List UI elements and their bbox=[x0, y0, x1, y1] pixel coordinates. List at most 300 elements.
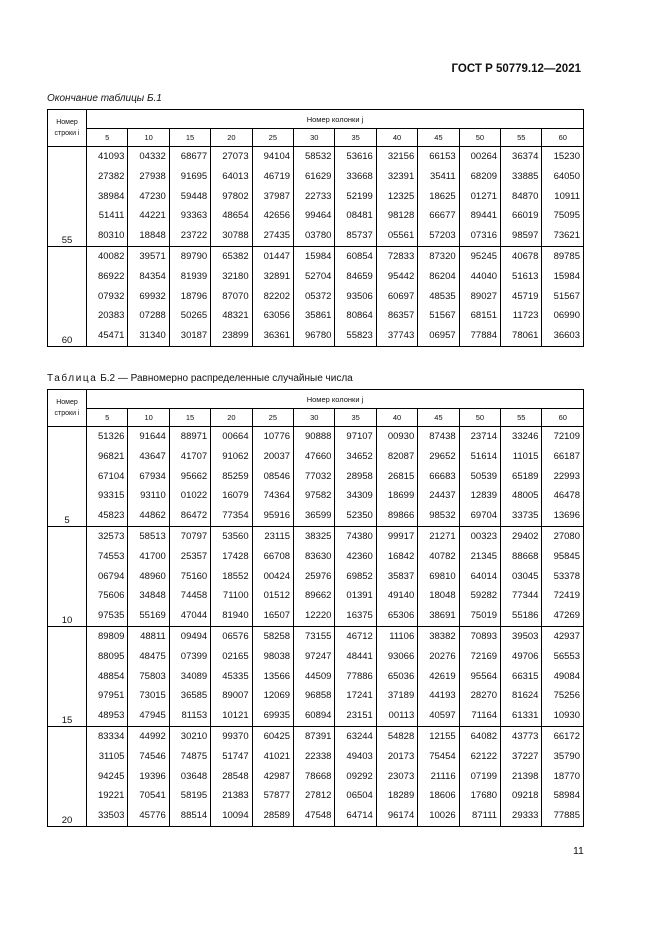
random-number: 38984 bbox=[97, 190, 125, 202]
random-number: 10911 bbox=[554, 190, 580, 202]
random-number: 10094 bbox=[222, 810, 249, 822]
random-number: 65306 bbox=[387, 610, 415, 622]
random-number: 10776 bbox=[263, 431, 291, 442]
column-number: 35 bbox=[335, 409, 376, 427]
column-number-header: Номер колонки j bbox=[87, 390, 584, 409]
random-number: 93506 bbox=[346, 290, 373, 302]
random-number: 66172 bbox=[553, 730, 580, 742]
random-number: 00323 bbox=[470, 530, 498, 542]
random-number: 23899 bbox=[222, 330, 249, 342]
random-number: 39503 bbox=[512, 630, 539, 642]
column-number: 40 bbox=[376, 129, 417, 147]
random-number: 80310 bbox=[97, 230, 125, 242]
random-number: 81624 bbox=[512, 690, 539, 702]
column-number: 40 bbox=[376, 409, 417, 427]
random-number: 51567 bbox=[553, 290, 580, 302]
random-number: 55186 bbox=[512, 610, 539, 622]
random-number: 89662 bbox=[305, 590, 332, 602]
random-number: 64082 bbox=[470, 730, 498, 742]
random-number: 53616 bbox=[346, 151, 373, 162]
column-number: 60 bbox=[542, 409, 584, 427]
random-number: 75160 bbox=[180, 570, 208, 582]
random-number: 93315 bbox=[97, 490, 125, 502]
random-number: 75454 bbox=[429, 750, 456, 762]
random-number: 98128 bbox=[387, 210, 415, 222]
random-number: 45719 bbox=[512, 290, 539, 302]
random-number: 99370 bbox=[222, 730, 249, 742]
random-number: 18699 bbox=[387, 490, 415, 502]
random-number: 41021 bbox=[263, 750, 291, 762]
random-number: 96174 bbox=[387, 810, 415, 822]
random-number: 91062 bbox=[222, 450, 249, 462]
random-number: 21116 bbox=[430, 770, 456, 782]
random-number: 81939 bbox=[180, 270, 208, 282]
value-column-cell bbox=[376, 626, 417, 726]
random-number: 61331 bbox=[512, 710, 539, 722]
random-number: 03780 bbox=[305, 230, 332, 242]
value-column-cell bbox=[542, 726, 584, 826]
random-number: 63244 bbox=[346, 730, 373, 742]
random-number: 34309 bbox=[346, 490, 373, 502]
random-number: 86357 bbox=[387, 310, 415, 322]
random-number: 03648 bbox=[180, 770, 208, 782]
random-number: 17428 bbox=[222, 550, 249, 562]
row-number-header-line: строки i bbox=[54, 410, 80, 417]
random-number: 32573 bbox=[97, 530, 125, 542]
random-number: 20276 bbox=[429, 650, 456, 662]
random-number: 47044 bbox=[180, 610, 208, 622]
random-number: 48535 bbox=[429, 290, 456, 302]
random-number: 16507 bbox=[263, 610, 291, 622]
random-number: 06576 bbox=[222, 630, 249, 642]
value-column-cell bbox=[87, 147, 128, 247]
random-number: 87391 bbox=[305, 730, 332, 742]
random-number: 87320 bbox=[429, 250, 456, 262]
random-number: 32891 bbox=[263, 270, 291, 282]
random-number: 23115 bbox=[264, 530, 291, 542]
random-number: 21271 bbox=[429, 530, 456, 542]
random-number: 23714 bbox=[470, 431, 498, 442]
random-number: 07288 bbox=[139, 310, 166, 322]
random-number: 30788 bbox=[222, 230, 249, 242]
random-number: 23073 bbox=[387, 770, 415, 782]
random-number: 44862 bbox=[139, 510, 166, 522]
random-number: 32391 bbox=[387, 170, 415, 182]
random-number: 00113 bbox=[388, 710, 415, 722]
value-column-cell bbox=[87, 726, 128, 826]
random-number: 51747 bbox=[222, 750, 249, 762]
value-column-cell bbox=[211, 147, 252, 247]
random-number: 42360 bbox=[346, 550, 373, 562]
random-number: 72109 bbox=[553, 431, 580, 442]
column-numbers-row bbox=[48, 129, 584, 147]
value-column-cell bbox=[459, 147, 500, 247]
random-number: 66019 bbox=[512, 210, 539, 222]
random-number: 48854 bbox=[97, 670, 125, 682]
random-number: 34848 bbox=[139, 590, 166, 602]
value-column-cell bbox=[418, 626, 459, 726]
random-number: 48321 bbox=[222, 310, 249, 322]
column-number: 60 bbox=[542, 129, 584, 147]
random-number: 99464 bbox=[305, 210, 332, 222]
standard-designation: ГОСТ Р 50779.12—2021 bbox=[451, 63, 581, 75]
random-number: 18625 bbox=[429, 190, 456, 202]
random-number: 89809 bbox=[97, 630, 125, 642]
random-number: 28958 bbox=[346, 470, 373, 482]
random-number: 10026 bbox=[429, 810, 456, 822]
value-column-cell bbox=[252, 246, 293, 346]
random-number: 74458 bbox=[180, 590, 208, 602]
random-number: 26815 bbox=[387, 470, 415, 482]
random-number: 81153 bbox=[181, 710, 208, 722]
random-number: 89027 bbox=[470, 290, 498, 302]
value-column-cell bbox=[211, 427, 252, 527]
random-number: 97951 bbox=[97, 690, 125, 702]
column-number: 45 bbox=[418, 129, 459, 147]
random-number: 34089 bbox=[180, 670, 208, 682]
random-number: 73155 bbox=[305, 630, 332, 642]
random-number: 40782 bbox=[429, 550, 456, 562]
random-number: 48005 bbox=[512, 490, 539, 502]
random-number: 21398 bbox=[512, 770, 539, 782]
random-number: 58513 bbox=[139, 530, 166, 542]
row-group bbox=[48, 726, 584, 826]
random-number: 11723 bbox=[512, 310, 539, 322]
column-number: 25 bbox=[252, 129, 293, 147]
random-number: 52704 bbox=[305, 270, 332, 282]
random-number: 40678 bbox=[512, 250, 539, 262]
column-number: 15 bbox=[169, 409, 210, 427]
random-number: 60894 bbox=[305, 710, 332, 722]
random-number: 58984 bbox=[553, 790, 580, 802]
random-number: 73015 bbox=[139, 690, 166, 702]
value-column-cell bbox=[128, 626, 169, 726]
random-number: 49140 bbox=[387, 590, 415, 602]
random-number: 22733 bbox=[305, 190, 332, 202]
random-number: 40082 bbox=[97, 250, 125, 262]
random-number: 15984 bbox=[553, 270, 580, 282]
random-number: 51411 bbox=[98, 210, 125, 222]
random-number: 28589 bbox=[263, 810, 291, 822]
random-number: 31105 bbox=[98, 750, 125, 762]
random-number: 72833 bbox=[387, 250, 415, 262]
random-number: 59282 bbox=[470, 590, 498, 602]
row-group-label: 60 bbox=[48, 246, 87, 346]
column-number: 25 bbox=[252, 409, 293, 427]
random-number: 33503 bbox=[97, 810, 125, 822]
random-number: 05561 bbox=[387, 230, 415, 242]
random-number: 85737 bbox=[346, 230, 373, 242]
column-number: 10 bbox=[128, 129, 169, 147]
value-column-cell bbox=[418, 726, 459, 826]
random-number: 95845 bbox=[553, 550, 580, 562]
value-column-cell bbox=[294, 626, 335, 726]
random-number: 66187 bbox=[553, 450, 580, 462]
random-number: 13566 bbox=[263, 670, 291, 682]
random-number: 97107 bbox=[346, 431, 373, 442]
random-number: 74546 bbox=[139, 750, 166, 762]
random-number: 65036 bbox=[387, 670, 415, 682]
random-number: 47660 bbox=[305, 450, 332, 462]
value-column-cell bbox=[294, 726, 335, 826]
random-number: 48953 bbox=[97, 710, 125, 722]
random-number: 97247 bbox=[305, 650, 332, 662]
random-number: 38325 bbox=[305, 530, 332, 542]
random-number: 87070 bbox=[222, 290, 249, 302]
random-number: 16079 bbox=[222, 490, 249, 502]
random-number: 31340 bbox=[139, 330, 166, 342]
value-column-cell bbox=[252, 526, 293, 626]
random-number: 77344 bbox=[512, 590, 539, 602]
random-number: 38382 bbox=[429, 630, 456, 642]
random-number: 27073 bbox=[222, 151, 249, 162]
random-number: 28548 bbox=[222, 770, 249, 782]
random-number: 02165 bbox=[222, 650, 249, 662]
random-number: 18848 bbox=[139, 230, 166, 242]
random-number: 10121 bbox=[222, 710, 249, 722]
random-number: 40597 bbox=[429, 710, 456, 722]
random-number: 28270 bbox=[470, 690, 498, 702]
random-number: 22993 bbox=[553, 470, 580, 482]
random-number: 01447 bbox=[263, 250, 291, 262]
random-number: 48811 bbox=[140, 630, 166, 642]
random-number: 09292 bbox=[346, 770, 373, 782]
random-number: 47548 bbox=[305, 810, 332, 822]
random-number: 05372 bbox=[305, 290, 332, 302]
random-number: 69935 bbox=[263, 710, 291, 722]
random-number: 51613 bbox=[512, 270, 539, 282]
random-number: 74380 bbox=[346, 530, 373, 542]
random-number: 45776 bbox=[139, 810, 166, 822]
random-number: 15984 bbox=[305, 250, 332, 262]
random-number: 95916 bbox=[263, 510, 291, 522]
random-number: 41093 bbox=[97, 151, 125, 162]
column-number: 10 bbox=[128, 409, 169, 427]
random-number: 01512 bbox=[263, 590, 291, 602]
random-number: 74364 bbox=[263, 490, 291, 502]
value-column-cell bbox=[459, 427, 500, 527]
random-number: 42656 bbox=[263, 210, 291, 222]
table-b2-caption-text: Б.2 — Равномерно распределенные случайные числа bbox=[97, 373, 353, 384]
value-column-cell bbox=[501, 147, 542, 247]
random-number: 94245 bbox=[97, 770, 125, 782]
random-number: 35411 bbox=[429, 170, 456, 182]
value-column-cell bbox=[459, 626, 500, 726]
random-number: 25976 bbox=[305, 570, 332, 582]
page-number: 11 bbox=[573, 845, 584, 857]
random-number: 50539 bbox=[470, 470, 498, 482]
random-number: 27812 bbox=[305, 790, 332, 802]
random-number: 51567 bbox=[429, 310, 456, 322]
random-number: 64013 bbox=[222, 170, 249, 182]
random-number: 73621 bbox=[553, 230, 580, 242]
random-number: 54828 bbox=[387, 730, 415, 742]
random-number: 15230 bbox=[553, 151, 580, 162]
random-number: 44509 bbox=[305, 670, 332, 682]
value-column-cell bbox=[542, 246, 584, 346]
random-number: 30187 bbox=[180, 330, 208, 342]
column-number: 30 bbox=[294, 409, 335, 427]
value-column-cell bbox=[542, 427, 584, 527]
random-number: 36374 bbox=[512, 151, 539, 162]
random-number: 12220 bbox=[305, 610, 332, 622]
random-number: 68151 bbox=[470, 310, 498, 322]
column-number: 55 bbox=[501, 409, 542, 427]
random-number: 00930 bbox=[387, 431, 415, 442]
random-number: 06957 bbox=[429, 330, 456, 342]
table-b1-caption: Окончание таблицы Б.1 bbox=[47, 93, 162, 104]
column-number: 50 bbox=[459, 129, 500, 147]
random-number: 36585 bbox=[180, 690, 208, 702]
random-number: 75019 bbox=[470, 610, 498, 622]
random-number: 49706 bbox=[512, 650, 539, 662]
column-number-header: Номер колонки j bbox=[87, 110, 584, 129]
random-number: 35861 bbox=[305, 310, 332, 322]
random-number: 86204 bbox=[429, 270, 456, 282]
random-number: 90888 bbox=[305, 431, 332, 442]
random-number: 19221 bbox=[97, 790, 125, 802]
value-column-cell bbox=[252, 726, 293, 826]
random-number: 75803 bbox=[139, 670, 166, 682]
random-number: 96821 bbox=[97, 450, 125, 462]
random-number: 44040 bbox=[470, 270, 498, 282]
row-group-label: 55 bbox=[48, 147, 87, 247]
random-number: 01391 bbox=[346, 590, 373, 602]
row-number-header-line: Номер bbox=[56, 399, 78, 406]
value-column-cell bbox=[459, 526, 500, 626]
random-number: 38691 bbox=[429, 610, 456, 622]
random-number: 68209 bbox=[470, 170, 498, 182]
random-number: 52199 bbox=[346, 190, 373, 202]
row-number-header bbox=[48, 110, 87, 147]
random-number: 65189 bbox=[512, 470, 539, 482]
random-number: 27382 bbox=[97, 170, 125, 182]
random-number: 60425 bbox=[263, 730, 291, 742]
random-number: 48475 bbox=[139, 650, 166, 662]
random-number: 36599 bbox=[305, 510, 332, 522]
random-number: 75095 bbox=[553, 210, 580, 222]
random-number: 55169 bbox=[139, 610, 166, 622]
random-number: 74875 bbox=[180, 750, 208, 762]
random-number: 12069 bbox=[263, 690, 291, 702]
random-number: 24437 bbox=[429, 490, 456, 502]
random-number: 27938 bbox=[139, 170, 166, 182]
random-number: 22338 bbox=[305, 750, 332, 762]
value-column-cell bbox=[294, 246, 335, 346]
random-number: 56553 bbox=[553, 650, 580, 662]
table-b2-caption bbox=[47, 373, 353, 384]
value-column-cell bbox=[211, 246, 252, 346]
random-number: 29652 bbox=[429, 450, 456, 462]
column-number: 5 bbox=[87, 129, 128, 147]
random-number: 48654 bbox=[222, 210, 249, 222]
random-number: 12155 bbox=[429, 730, 456, 742]
value-column-cell bbox=[501, 626, 542, 726]
random-number: 62122 bbox=[470, 750, 498, 762]
random-number: 82202 bbox=[263, 290, 291, 302]
random-number: 42937 bbox=[553, 630, 580, 642]
random-number: 32180 bbox=[222, 270, 249, 282]
random-number: 18552 bbox=[222, 570, 249, 582]
random-number: 06990 bbox=[553, 310, 580, 322]
random-number: 46478 bbox=[553, 490, 580, 502]
random-number: 89785 bbox=[553, 250, 580, 262]
random-number: 20383 bbox=[97, 310, 125, 322]
random-number: 48960 bbox=[139, 570, 166, 582]
row-number-header-line: Номер bbox=[56, 119, 78, 126]
value-column-cell bbox=[418, 526, 459, 626]
table-b1 bbox=[47, 109, 584, 347]
random-number: 39571 bbox=[139, 250, 166, 262]
random-number: 69810 bbox=[429, 570, 456, 582]
row-group bbox=[48, 427, 584, 527]
value-column-cell bbox=[128, 147, 169, 247]
value-column-cell bbox=[376, 246, 417, 346]
random-number: 72169 bbox=[470, 650, 498, 662]
random-number: 45335 bbox=[222, 670, 249, 682]
random-number: 01022 bbox=[180, 490, 208, 502]
random-number: 98597 bbox=[512, 230, 539, 242]
random-number: 07932 bbox=[97, 290, 125, 302]
value-column-cell bbox=[501, 726, 542, 826]
random-number: 46712 bbox=[346, 630, 373, 642]
random-number: 21345 bbox=[470, 550, 498, 562]
column-number: 55 bbox=[501, 129, 542, 147]
random-number: 58532 bbox=[305, 151, 332, 162]
random-number: 33885 bbox=[512, 170, 539, 182]
random-number: 89866 bbox=[387, 510, 415, 522]
random-number: 37227 bbox=[512, 750, 539, 762]
random-number: 69852 bbox=[346, 570, 373, 582]
random-number: 47269 bbox=[553, 610, 580, 622]
random-number: 27080 bbox=[553, 530, 580, 542]
value-column-cell bbox=[87, 526, 128, 626]
random-number: 03045 bbox=[512, 570, 539, 582]
random-number: 07316 bbox=[470, 230, 498, 242]
random-number: 98532 bbox=[429, 510, 456, 522]
value-column-cell bbox=[335, 427, 376, 527]
random-number: 88971 bbox=[180, 431, 208, 442]
random-number: 53560 bbox=[222, 530, 249, 542]
value-column-cell bbox=[501, 246, 542, 346]
value-column-cell bbox=[459, 726, 500, 826]
value-column-cell bbox=[418, 246, 459, 346]
value-column-cell bbox=[459, 246, 500, 346]
random-number: 97582 bbox=[305, 490, 332, 502]
random-number: 95245 bbox=[470, 250, 498, 262]
random-number: 16842 bbox=[387, 550, 415, 562]
random-number: 57203 bbox=[429, 230, 456, 242]
random-number: 71100 bbox=[222, 590, 249, 602]
row-group bbox=[48, 626, 584, 726]
value-column-cell bbox=[128, 726, 169, 826]
random-number: 30210 bbox=[180, 730, 208, 742]
random-number: 52350 bbox=[346, 510, 373, 522]
random-number: 91644 bbox=[139, 431, 166, 442]
random-number: 35837 bbox=[387, 570, 415, 582]
random-number: 66708 bbox=[263, 550, 291, 562]
value-column-cell bbox=[542, 526, 584, 626]
value-column-cell bbox=[211, 626, 252, 726]
random-number: 67934 bbox=[139, 470, 166, 482]
random-number: 64050 bbox=[553, 170, 580, 182]
value-column-cell bbox=[294, 147, 335, 247]
random-number: 06794 bbox=[97, 570, 125, 582]
random-number: 49403 bbox=[346, 750, 373, 762]
random-number: 32156 bbox=[387, 151, 415, 162]
random-number: 93110 bbox=[140, 490, 166, 502]
header-row bbox=[48, 110, 584, 129]
